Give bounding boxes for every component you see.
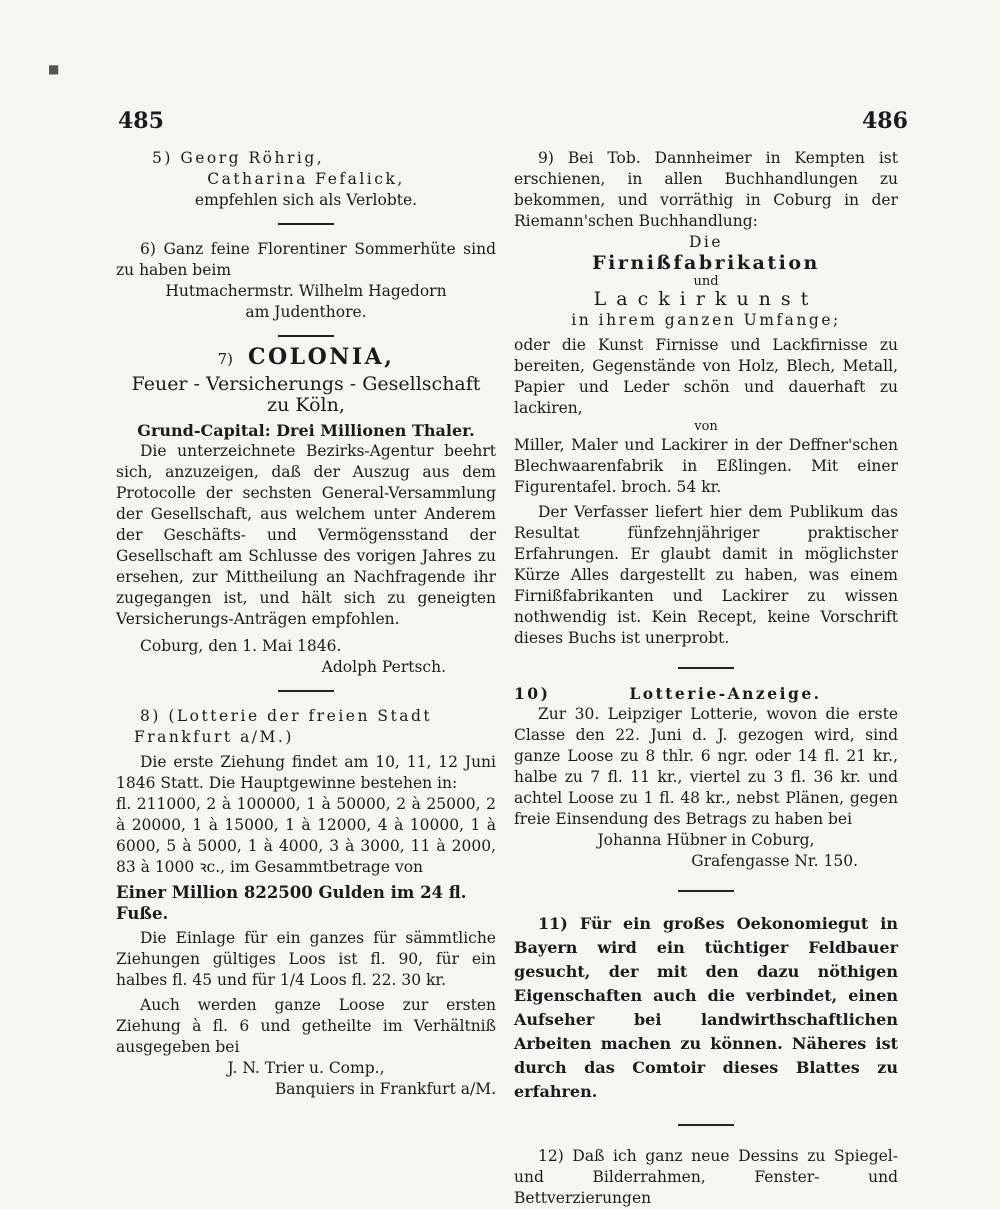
divider: [678, 1124, 734, 1126]
divider: [278, 223, 334, 225]
divider: [678, 890, 734, 892]
corner-mark: ■: [48, 62, 60, 76]
notice-9-title-1: Die: [688, 233, 724, 251]
notice-9: [514, 148, 898, 649]
notice-7-title: COLONIA,: [247, 344, 395, 370]
notice-12-body: 12) Daß ich ganz neue Dessins zu Spiegel- und Bilderrahmen, Fenster- und Bettverzierungen: [514, 1147, 898, 1207]
notice-10-signature-1: Johanna Hübner in Coburg,: [597, 831, 815, 849]
notice-11-body: 11) Für ein großes Oekonomiegut in Bayern wird ein tüchtiger Feldbauer gesucht, der mit den dazu nöthigen Eigenschaften auch die verbindet, einen Aufseher bei landwirthschaftlichen Arbeiten machen zu können. Näheres ist durch das Comtoir dieses Blattes zu erfahren.: [514, 914, 898, 1101]
notice-8-signature-2: Banquiers in Frankfurt a/M.: [274, 1080, 496, 1098]
left-column: [116, 148, 496, 1100]
page-number-right: 486: [862, 108, 908, 134]
notice-10-title: 10) Lotterie-Anzeige.: [514, 684, 822, 703]
notice-8-signature-1: J. N. Trier u. Comp.,: [227, 1059, 385, 1077]
notice-9-title-2: Firnißfabrikation: [592, 252, 820, 274]
divider: [278, 335, 334, 337]
notice-6: [116, 239, 496, 323]
notice-9-intro: 9) Bei Tob. Dannheimer in Kempten ist erschienen, in allen Buchhandlungen zu bekommen, und vorräthig in Coburg in der Riemann'schen Buchhandlung:: [514, 149, 898, 230]
notice-7-subtitle-2: zu Köln,: [267, 394, 345, 416]
notice-7-signature: Adolph Pertsch.: [321, 658, 446, 676]
notice-6-address-2: am Judenthore.: [245, 303, 367, 321]
notice-10: [514, 683, 898, 872]
notice-9-author: Miller, Maler und Lackirer in der Deffner'schen Blechwaarenfabrik in Eßlingen. Mit einer Figurentafel. broch. 54 kr.: [514, 436, 898, 496]
notice-7-capital: Grund-Capital: Drei Millionen Thaler.: [137, 421, 475, 440]
notice-5-line3: empfehlen sich als Verlobte.: [194, 191, 418, 209]
notice-10-signature-2: Grafengasse Nr. 150.: [691, 852, 858, 870]
notice-8-title-1: 8) (Lotterie der freien Stadt: [140, 707, 433, 725]
right-column: [514, 148, 898, 1209]
notice-11: [514, 912, 898, 1104]
notice-9-description: oder die Kunst Firnisse und Lackfirnisse zu bereiten, Gegenstände von Holz, Blech, Metall, Papier und Leder schön und dauerhaft zu lackiren,: [514, 336, 898, 417]
notice-8-total: Einer Million 822500 Gulden im 24 fl. Fuße.: [116, 883, 467, 923]
notice-5: [116, 148, 496, 211]
notice-8-draw-dates: Die erste Ziehung findet am 10, 11, 12 Juni 1846 Statt. Die Hauptgewinne bestehen in:: [116, 753, 496, 792]
notice-8-title-2: Frankfurt a/M.): [134, 728, 294, 746]
notice-5-line1: 5) Georg Röhrig,: [152, 149, 325, 167]
notice-6-text: 6) Ganz feine Florentiner Sommerhüte sind zu haben beim: [116, 240, 496, 279]
notice-7: [116, 344, 496, 678]
notice-7-number: 7): [217, 350, 234, 368]
notice-9-von: von: [694, 419, 718, 434]
notice-9-title-4: Lackirkunst: [593, 288, 819, 310]
notice-8-prizes: fl. 211000, 2 à 100000, 1 à 50000, 2 à 25000, 2 à 20000, 1 à 15000, 1 à 12000, 4 à 10000, 1 à 6000, 5 à 5000, 1 à 4000, 3 à 3000, 11 à 2000, 83 à 1000 ꝛc., im Gesammtbetrage von: [116, 795, 496, 876]
notice-9-title-5: in ihrem ganzen Umfange;: [571, 311, 841, 329]
notice-7-date: Coburg, den 1. Mai 1846.: [140, 637, 342, 655]
notice-8-stakes: Die Einlage für ein ganzes für sämmtliche Ziehungen gültiges Loos ist fl. 90, für ein halbes fl. 45 und für 1/4 Loos fl. 22. 30 kr.: [116, 929, 496, 989]
notice-9-body: Der Verfasser liefert hier dem Publikum das Resultat fünfzehnjähriger praktischer Erfahrungen. Er glaubt damit in möglichster Kürze Alles dargestellt zu haben, was einem Firnißfabrikanten und Lackirer zu wissen nothwendig ist. Kein Recept, keine Vorschrift dieses Buchs ist unerprobt.: [514, 503, 898, 647]
notice-7-subtitle-1: Feuer - Versicherungs - Gesellschaft: [131, 373, 481, 395]
notice-8: [116, 706, 496, 1100]
notice-9-title-3: und: [693, 274, 719, 289]
notice-5-line2: Catharina Fefalick,: [207, 170, 405, 188]
notice-6-address-1: Hutmachermstr. Wilhelm Hagedorn: [165, 282, 447, 300]
notice-7-body: Die unterzeichnete Bezirks-Agentur beehrt sich, anzuzeigen, daß der Auszug aus dem Protocolle der sechsten General-Versammlung der Gesellschaft, aus welchem unter Anderem der Geschäfts- und Vermögensstand der Gesellschaft am Schlusse des vorigen Jahres zu ersehen, zur Mittheilung an Nachfragende ihr zugegangen ist, und hält sich zu geneigten Versicherungs-Anträgen empfohlen.: [116, 442, 496, 628]
divider: [278, 690, 334, 692]
notice-10-body: Zur 30. Leipziger Lotterie, wovon die erste Classe den 22. Juni d. J. gezogen wird, sind ganze Loose zu 8 thlr. 6 ngr. oder 14 fl. 21 kr., halbe zu 7 fl. 11 kr., viertel zu 3 fl. 36 kr. und achtel Loose zu 1 fl. 48 kr., nebst Plänen, gegen freie Einsendung des Betrags zu haben bei: [514, 705, 898, 828]
divider: [678, 667, 734, 669]
notice-8-note: Auch werden ganze Loose zur ersten Ziehung à fl. 6 und getheilte im Verhältniß ausgegeben bei: [116, 996, 496, 1056]
page-number-left: 485: [118, 108, 164, 134]
